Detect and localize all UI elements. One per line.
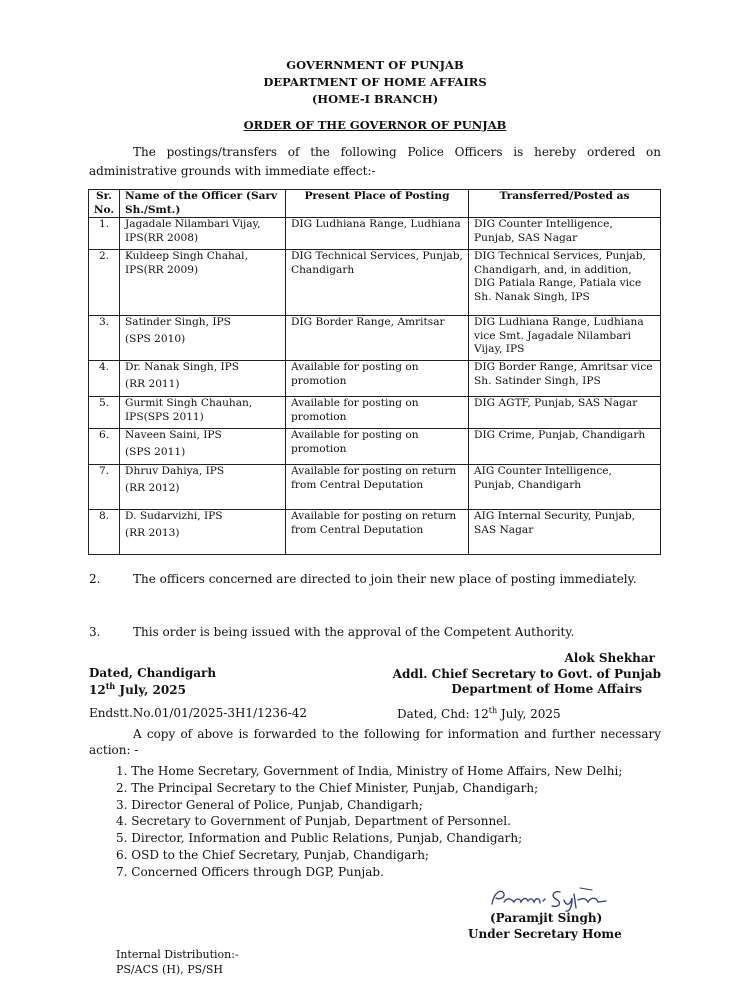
list-item: 6. OSD to the Chief Secretary, Punjab, Chandigarh;	[116, 847, 429, 862]
table-row	[89, 429, 661, 465]
signatory1-designation: Addl. Chief Secretary to Govt. of Punjab	[392, 667, 661, 681]
col-header-name: Name of the Officer (Sarv Sh./Smt.)	[120, 190, 286, 218]
table-row	[89, 250, 661, 316]
cell-present-posting: Available for posting on promotion	[286, 361, 469, 397]
list-item: 7. Concerned Officers through DGP, Punjab.	[116, 864, 384, 879]
officer-service-year: (SPS 2010)	[125, 332, 186, 345]
officer-service-year: (SPS 2011)	[125, 445, 186, 458]
table-row	[89, 465, 661, 510]
table-row	[89, 397, 661, 429]
cell-officer-name: Gurmit Singh Chauhan, IPS(SPS 2011)	[120, 397, 286, 429]
cell-sr: 1.	[89, 218, 120, 250]
table-row	[89, 316, 661, 361]
header-government: GOVERNMENT OF PUNJAB	[286, 58, 464, 72]
officer-service-year: (RR 2012)	[125, 481, 180, 494]
cell-transferred-as: DIG Counter Intelligence, Punjab, SAS Nagar	[469, 218, 661, 250]
order-title: ORDER OF THE GOVERNOR OF PUNJAB	[243, 118, 507, 132]
list-item: 1. The Home Secretary, Government of India, Ministry of Home Affairs, New Delhi;	[116, 764, 623, 778]
signatory1-department: Department of Home Affairs	[451, 682, 642, 696]
table-row	[89, 510, 661, 555]
officer-service-year: (RR 2011)	[125, 377, 180, 390]
col-header-sr: Sr. No.	[89, 190, 120, 218]
col-header-present: Present Place of Posting	[286, 190, 469, 218]
list-item: 4. Secretary to Government of Punjab, Department of Personnel.	[116, 814, 511, 829]
dated-place: Dated, Chandigarh	[89, 666, 217, 680]
dated-date: 12th July, 2025	[89, 681, 186, 697]
cell-officer-name: Dr. Nanak Singh, IPS (RR 2011)	[120, 361, 286, 397]
cell-present-posting: Available for posting on promotion	[286, 429, 469, 465]
cell-sr: 3.	[89, 316, 120, 361]
table-row	[89, 218, 661, 250]
cell-present-posting: DIG Border Range, Amritsar	[286, 316, 469, 361]
copy-intro: A copy of above is forwarded to the following for information and further necessary action: -	[89, 727, 661, 757]
paragraph-3: 3. This order is being issued with the approval of the Competent Authority.	[89, 625, 575, 639]
list-item: 2. The Principal Secretary to the Chief Minister, Punjab, Chandigarh;	[116, 780, 539, 795]
endorsement-date: Dated, Chd: 12th July, 2025	[397, 706, 561, 721]
signatory2-designation: Under Secretary Home	[468, 927, 622, 941]
paragraph-2: 2. The officers concerned are directed to join their new place of posting immediately.	[89, 572, 637, 586]
officer-service-year: (RR 2013)	[125, 526, 180, 539]
cell-officer-name: Dhruv Dahiya, IPS (RR 2012)	[120, 465, 286, 510]
cell-officer-name: Jagadale Nilambari Vijay, IPS(RR 2008)	[120, 218, 286, 250]
header-branch: (HOME-I BRANCH)	[311, 92, 439, 106]
cell-transferred-as: DIG Crime, Punjab, Chandigarh	[469, 429, 661, 465]
cell-officer-name: Satinder Singh, IPS (SPS 2010)	[120, 316, 286, 361]
intro-paragraph: The postings/transfers of the following Police Officers is hereby ordered on administrative grounds with immediate effect:-	[89, 145, 661, 178]
internal-distribution-label: Internal Distribution:-	[116, 948, 239, 961]
table-header-row	[89, 190, 661, 218]
cell-transferred-as: AIG Counter Intelligence, Punjab, Chandigarh	[469, 465, 661, 510]
cell-transferred-as: DIG Technical Services, Punjab, Chandigarh, and, in addition, DIG Patiala Range, Patiala vice Sh. Nanak Singh, IPS	[469, 250, 661, 316]
cell-present-posting: DIG Technical Services, Punjab, Chandigarh	[286, 250, 469, 316]
cell-officer-name: D. Sudarvizhi, IPS (RR 2013)	[120, 510, 286, 555]
col-header-transferred: Transferred/Posted as	[469, 190, 661, 218]
cell-sr: 6.	[89, 429, 120, 465]
cell-transferred-as: DIG AGTF, Punjab, SAS Nagar	[469, 397, 661, 429]
cell-sr: 4.	[89, 361, 120, 397]
cell-sr: 5.	[89, 397, 120, 429]
cell-officer-name: Kuldeep Singh Chahal, IPS(RR 2009)	[120, 250, 286, 316]
cell-sr: 8.	[89, 510, 120, 555]
signatory2-name: (Paramjit Singh)	[490, 911, 603, 925]
cell-sr: 7.	[89, 465, 120, 510]
table-row	[89, 361, 661, 397]
handwritten-signature	[488, 884, 628, 914]
internal-distribution-value: PS/ACS (H), PS/SH	[116, 963, 223, 976]
posting-table	[88, 189, 661, 555]
cell-present-posting: DIG Ludhiana Range, Ludhiana	[286, 218, 469, 250]
cell-transferred-as: DIG Ludhiana Range, Ludhiana vice Smt. Jagadale Nilambari Vijay, IPS	[469, 316, 661, 361]
cell-present-posting: Available for posting on promotion	[286, 397, 469, 429]
cell-present-posting: Available for posting on return from Central Deputation	[286, 465, 469, 510]
cell-transferred-as: AIG Internal Security, Punjab, SAS Nagar	[469, 510, 661, 555]
header-department: DEPARTMENT OF HOME AFFAIRS	[263, 75, 487, 89]
cell-transferred-as: DIG Border Range, Amritsar vice Sh. Satinder Singh, IPS	[469, 361, 661, 397]
signatory1-name: Alok Shekhar	[564, 651, 655, 665]
cell-officer-name: Naveen Saini, IPS (SPS 2011)	[120, 429, 286, 465]
copy-list	[116, 763, 622, 881]
cell-present-posting: Available for posting on return from Central Deputation	[286, 510, 469, 555]
endorsement-number: Endstt.No.01/01/2025-3H1/1236-42	[89, 706, 307, 720]
list-item: 3. Director General of Police, Punjab, Chandigarh;	[116, 797, 423, 812]
list-item: 5. Director, Information and Public Relations, Punjab, Chandigarh;	[116, 831, 523, 846]
cell-sr: 2.	[89, 250, 120, 316]
